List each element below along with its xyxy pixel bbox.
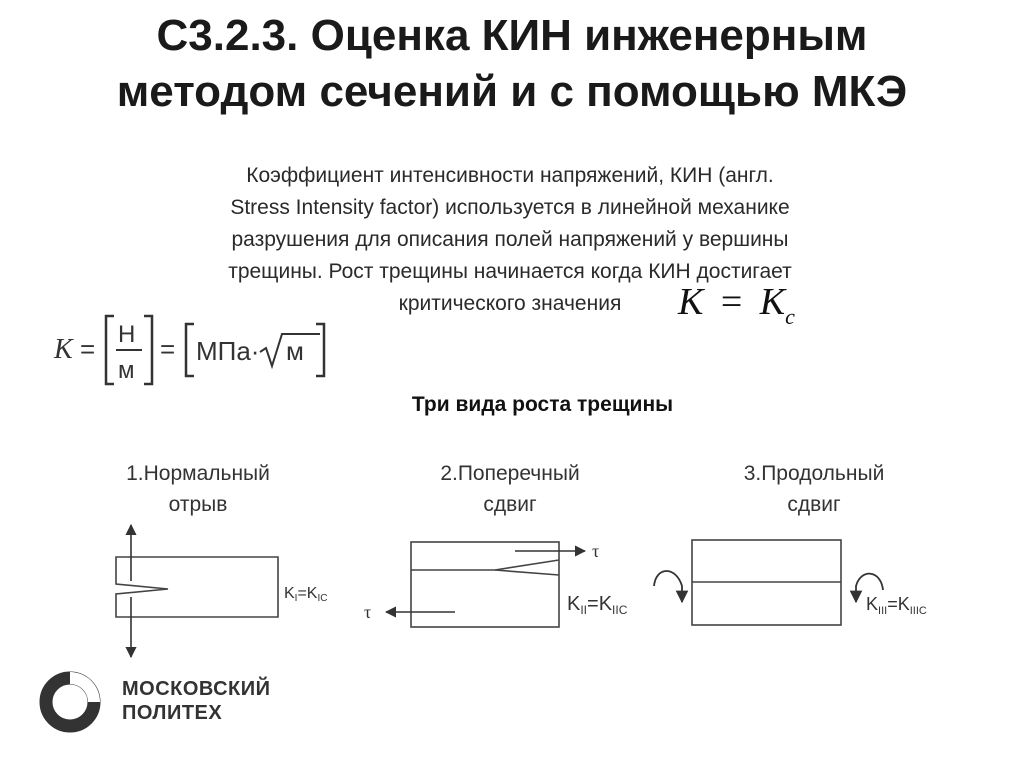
mode-2-subtitle: сдвиг	[483, 493, 537, 516]
mode-3-specimen	[654, 540, 927, 625]
logo-text	[122, 677, 271, 725]
crack-modes-subtitle: Три вида роста трещины	[411, 393, 674, 416]
mode-2-kc-sub: IIC	[612, 603, 628, 617]
mode-3-k-eq: =	[887, 594, 898, 614]
mode-2-k-sub: II	[580, 603, 588, 617]
formula-k: K	[678, 281, 704, 323]
mode-2-k-eq: =	[587, 593, 599, 615]
description-line: Коэффициент интенсивности напряжений, КИН (англ.	[246, 164, 774, 187]
mode-2-k	[567, 593, 628, 617]
mode-3-kc-letter: K	[897, 594, 910, 614]
mode-2-k-letter: K	[567, 593, 581, 615]
critical-value-formula	[678, 280, 795, 329]
units-sqrt-arg: м	[286, 336, 304, 366]
mode-1-kc-sub: IC	[317, 593, 328, 604]
units-numerator: Н	[118, 321, 136, 348]
units-formula	[50, 310, 340, 390]
mode-1-k-sub: I	[294, 593, 298, 604]
right-bracket-2	[316, 324, 324, 376]
mode-3-subtitle: сдвиг	[787, 493, 841, 516]
mode-1-k-letter: K	[284, 585, 295, 602]
description-line: критического значения	[398, 292, 622, 315]
mode-1-subtitle: отрыв	[168, 493, 228, 516]
units-k: K	[54, 334, 73, 365]
right-bracket	[144, 316, 152, 384]
mode-2-title: 2.Поперечный	[440, 462, 580, 485]
mode-3-k-sub: III	[878, 605, 888, 617]
mode-1-kc-letter: K	[306, 585, 318, 602]
units-mpa: МПа·	[196, 336, 260, 366]
moscow-polytech-logo	[38, 670, 102, 734]
slide-title-line-2: методом сечений и с помощью МКЭ	[116, 67, 908, 116]
slide-title	[0, 8, 1024, 120]
mode-1-label	[68, 458, 328, 520]
mode-1-title: 1.Нормальный	[126, 462, 270, 485]
mode-1-k-eq: =	[297, 585, 307, 602]
slide-title-line-1: С3.2.3. Оценка КИН инженерным	[156, 11, 868, 60]
mode-3-k-letter: K	[866, 594, 879, 614]
formula-equals: =	[720, 281, 743, 323]
description-line: трещины. Рост трещины начинается когда КИН достигает	[228, 260, 792, 283]
tau-right: τ	[592, 541, 600, 561]
tau-left: τ	[364, 602, 372, 622]
mode-3-kc-sub: IIIC	[909, 605, 927, 617]
mode-2-specimen	[364, 541, 628, 627]
units-equals-2: =	[160, 334, 176, 364]
left-bracket	[106, 316, 114, 384]
crack-modes-diagram	[0, 520, 1024, 670]
formula-kc-subscript: c	[785, 304, 795, 329]
rotation-arrow-left	[654, 571, 682, 602]
units-denominator: м	[118, 357, 135, 384]
mode-3-title: 3.Продольный	[743, 462, 885, 485]
mode-3-label	[684, 458, 944, 520]
mode-3-k	[866, 594, 927, 617]
mode-1-k	[284, 585, 327, 604]
logo-line-1: МОСКОВСКИЙ	[122, 678, 271, 700]
mode-2-kc-letter: K	[598, 593, 613, 615]
description-line: разрушения для описания полей напряжений у вершины	[231, 228, 789, 251]
formula-kc: K	[759, 281, 786, 323]
mode-1-specimen	[116, 525, 327, 657]
units-equals-1: =	[80, 334, 96, 364]
left-bracket-2	[186, 324, 194, 376]
description-line: Stress Intensity factor) используется в линейной механике	[230, 196, 790, 219]
mode-2-label	[380, 458, 640, 520]
description-paragraph	[90, 160, 930, 320]
logo-line-2: ПОЛИТЕХ	[122, 702, 223, 724]
